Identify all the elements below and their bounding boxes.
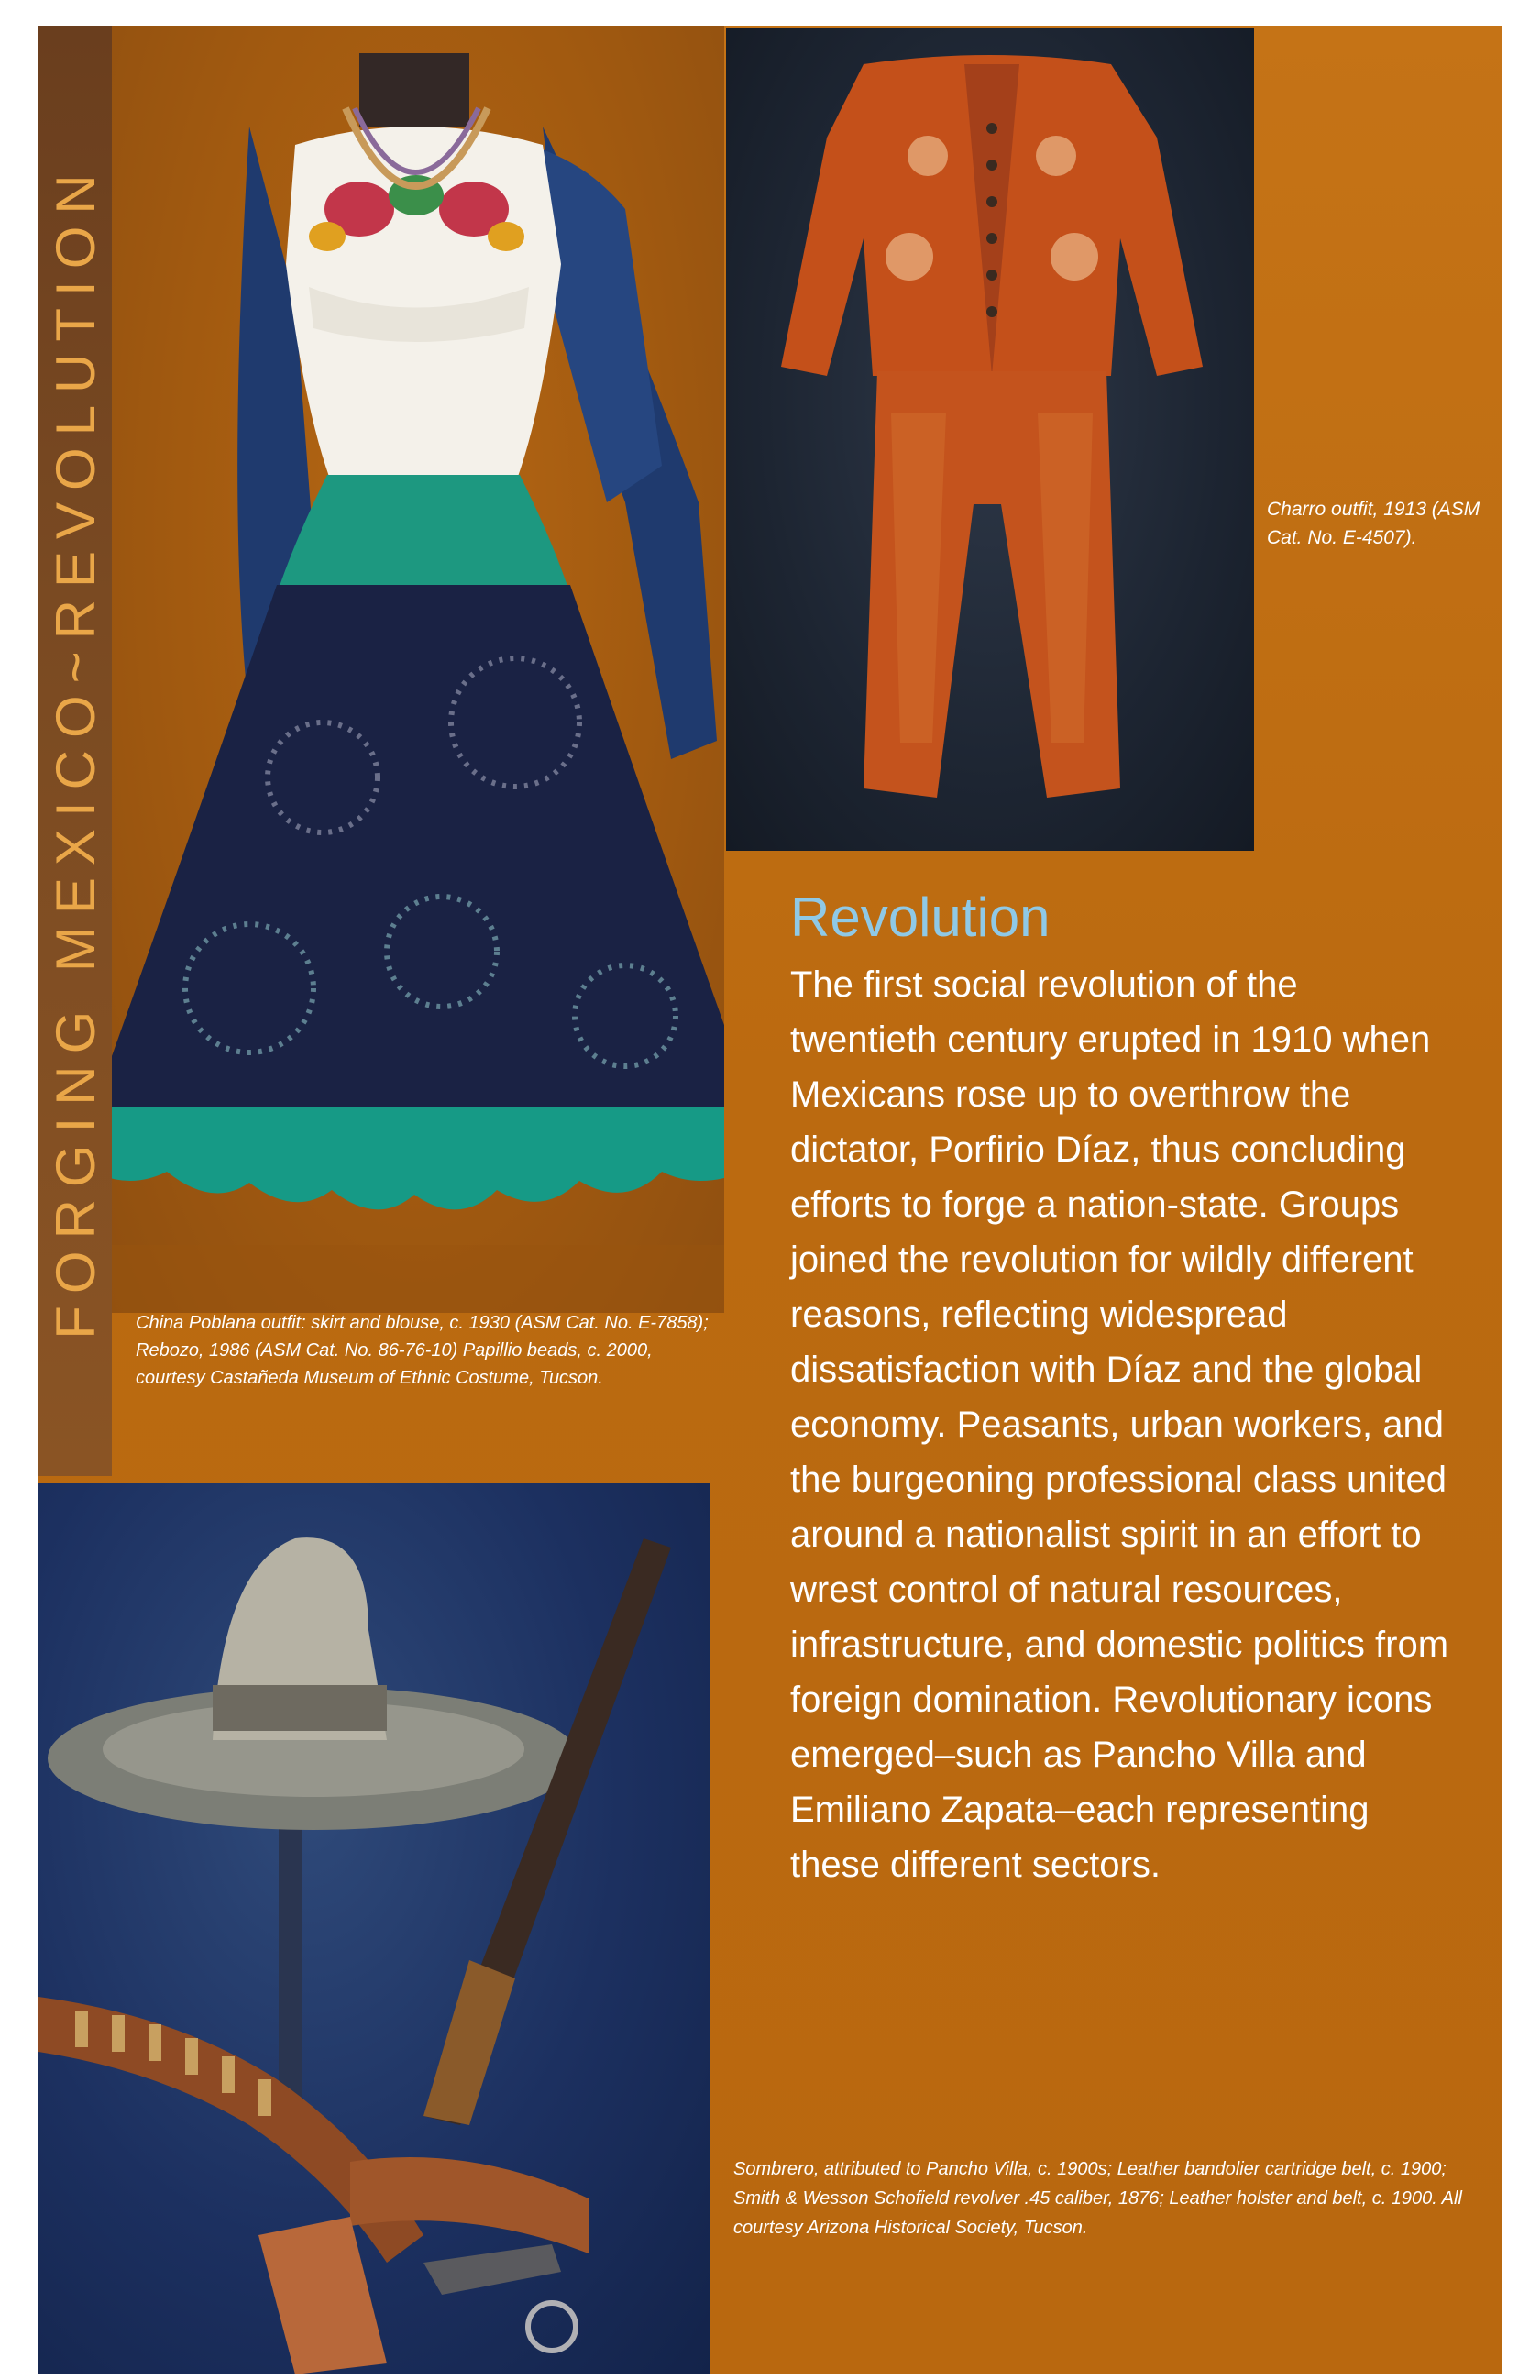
vertical-title: FORGING MEXICO~REVOLUTION: [44, 162, 106, 1339]
charro-outfit-illustration: [726, 28, 1254, 851]
china-poblana-caption: China Poblana outfit: skirt and blouse, c. 1930 (ASM Cat. No. E-7858); Rebozo, 1986 (ASM Cat. No. 86-76-10) Papillio beads, c. 2000, courtesy Castañeda Museum of Ethnic Costume, Tucson.: [136, 1313, 709, 1388]
charro-caption: Charro outfit, 1913 (ASM Cat. No. E-4507).: [1267, 499, 1480, 548]
china-poblana-outfit-photo: [112, 26, 724, 1313]
vertical-title-bar: [38, 26, 112, 1476]
sombrero-illustration: [38, 1483, 710, 2374]
sombrero-and-weapons-photo: [38, 1483, 710, 2374]
charro-outfit-photo: [726, 28, 1254, 851]
sombrero-caption: Sombrero, attributed to Pancho Villa, c. 1900s; Leather bandolier cartridge belt, c. 1900; Smith & Wesson Schofield revolver .45 caliber, 1876; Leather holster and belt, c. 1900. All courtesy Arizona Historical Society, Tucson.: [733, 2159, 1462, 2238]
article-body: The first social revolution of the twentieth century erupted in 1910 when Mexicans rose up to overthrow the dictator, Porfirio Díaz, thus concluding efforts to forge a nation-state. Groups joined the revolution for wildly different reasons, reflecting widespread dissatisfaction with Díaz and the global economy. Peasants, urban workers, and the burgeoning professional class united around a nationalist spirit in an effort to wrest control of natural resources, infrastructure, and domestic politics from foreign domination. Revolutionary icons emerged–such as Pancho Villa and Emiliano Zapata–each representing these different sectors.: [790, 964, 1449, 1885]
section-heading: Revolution: [790, 887, 1050, 948]
china-poblana-illustration: [112, 26, 724, 1313]
